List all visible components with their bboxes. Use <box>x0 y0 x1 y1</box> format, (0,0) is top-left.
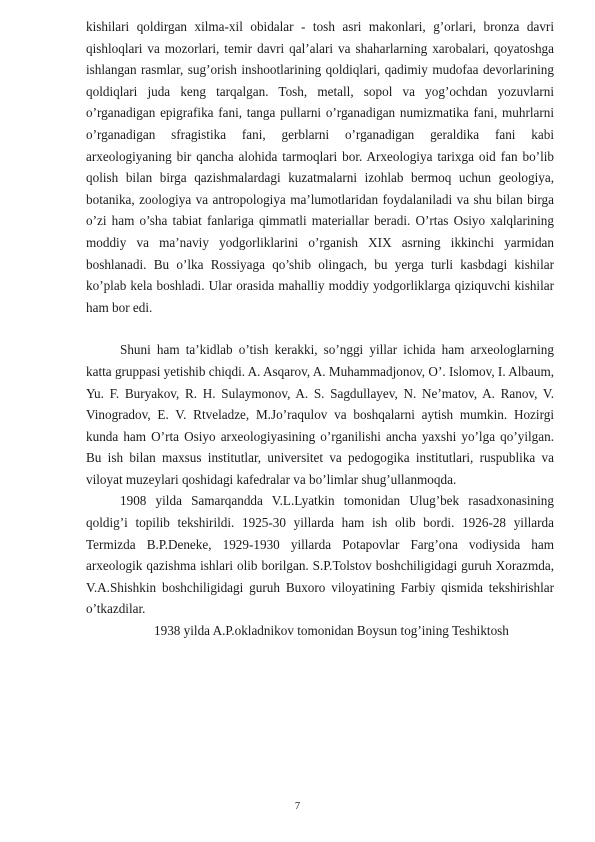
page-number: 7 <box>294 801 301 812</box>
paragraph-1: kishilari qoldirgan xilma-xil obidalar - tosh asri makonlari, g’orlari, bronza davri qishloqlari va mozorlari, temir davri qal’alari va shaharlarning xarobalari, qoyatoshga ishlangan rasmlar, sug’orish inshootlarining qoldiqlari, qadimiy mudofaa devorlarining qoldiqlari juda keng tarqalgan. Tosh, metall, sopol va yog’ochdan yozuvlarni o’rganadigan epigrafika fani, tanga pullarni o’rganadigan numizmatika fani, muhrlarni o’rganadigan sfragistika fani, gerblarni o’rganadigan geraldika fani kabi arxeologiyaning bir qancha alohida tarmoqlari bor. Arxeologiya tarixga oid fan bo’lib qolish bilan birga qazishmalardagi kuzatmalarni izohlab bermoq uchun geologiya, botanika, zoologiya va antropologiya ma’lumotlaridan foydalaniladi va shu bilan birga o’zi ham o’sha tabiat fanlariga qimmatli materiallar beradi. O’rtas Osiyo xalqlarining moddiy va ma’naviy yodgorliklarini o’rganish XIX asrning ikkinchi yarmidan boshlanadi. Bu o’lka Rossiyaga qo’shib olingach, bu yerga turli kasbdagi kishilar ko’plab kela boshladi. Ular orasida mahalliy moddiy yodgorliklarga qiziquvchi kishilar ham bor edi. <box>86 19 554 315</box>
paragraph-2: Shuni ham ta’kidlab o’tish kerakki, so’nggi yillar ichida ham arxeologlarning katta gruppasi yetishib chiqdi. A. Asqarov, A. Muhammadjonov, O’. Islomov, I. Albaum, Yu. F. Buryakov, R. H. Sulaymonov, A. S. Sagdullayev, N. Ne’matov, A. Ranov, V. Vinogradov, E. V. Rtveladze, M.Jo’raqulov va boshqalarni aytish mumkin. Hozirgi kunda ham O’rta Osiyo arxeologiyasining o’rganilishi ancha yaxshi yo’lga qo’yilgan. Bu ish bilan maxsus institutlar, universitet va pedogogika institutlari, ruspublika va viloyat muzeylari qoshidagi kafedralar va bo’limlar shug’ullanmoqda. <box>86 342 554 487</box>
body-text <box>86 16 554 642</box>
paragraph-3: 1908 yilda Samarqandda V.L.Lyatkin tomonidan Ulug’bek rasadxonasining qoldig’i topilib tekshirildi. 1925-30 yillarda ham ish olib bordi. 1926-28 yillarda Termizda B.P.Deneke, 1929-1930 yillarda Potapovlar Farg’ona vodiysida ham arxeologik qazishma ishlari olib borilgan. S.P.Tolstov boshchiligidagi guruh Xorazmda, V.A.Shishkin boshchiligidagi guruh Buxoro viloyatining Farbiy qismida tekshirishlar o’tkazdilar. <box>86 493 554 617</box>
paragraph-4: 1938 yilda A.P.okladnikov tomonidan Boysun tog’ining Teshiktosh <box>154 623 509 639</box>
paragraph-gap <box>86 318 554 339</box>
